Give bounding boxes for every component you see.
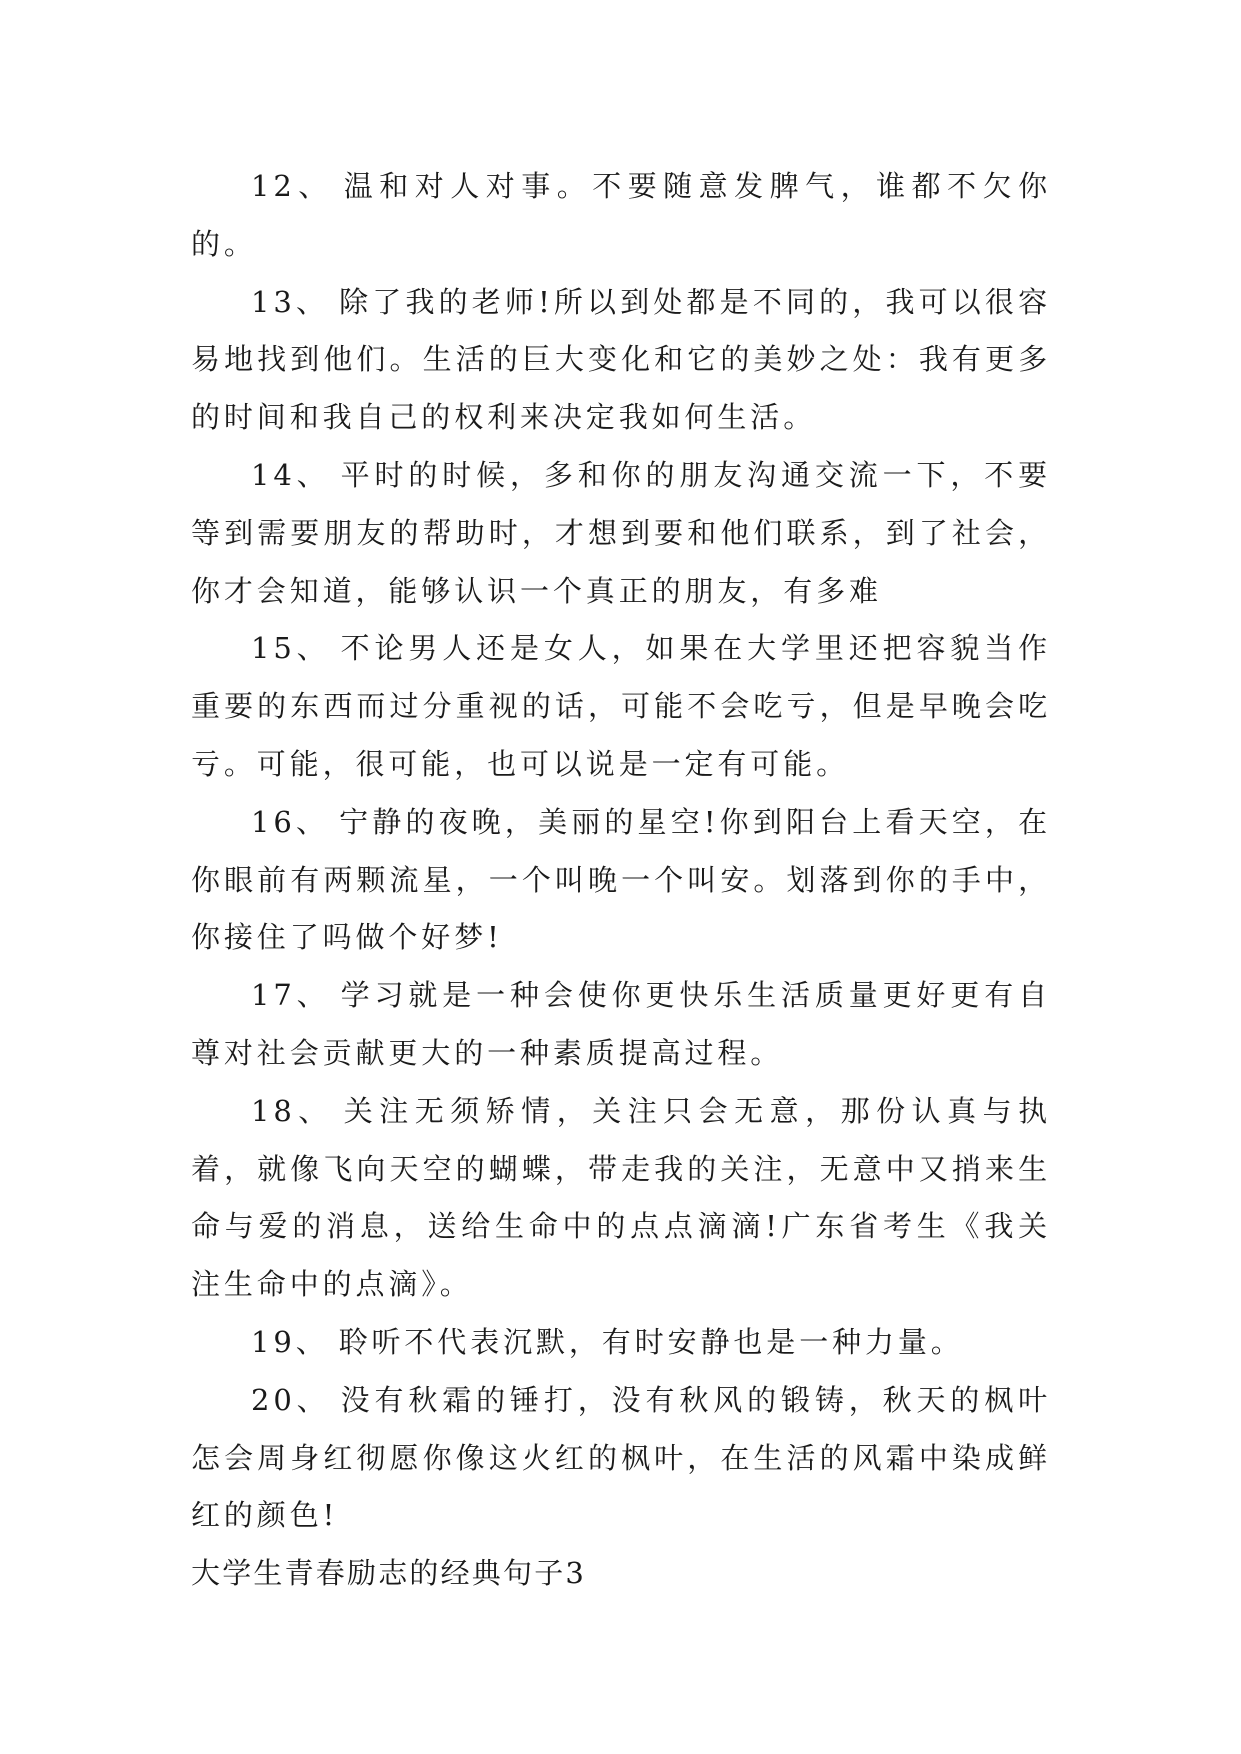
list-item-20 (191, 1372, 1051, 1545)
item-number: 20、 (251, 1382, 331, 1417)
item-number: 18、 (251, 1093, 334, 1128)
list-item-19 (191, 1314, 1051, 1372)
item-text: 温和对人对事。不要随意发脾气，谁都不欠你的。 (191, 169, 1051, 261)
list-item-13 (191, 274, 1051, 447)
list-item-16 (191, 794, 1051, 967)
item-number: 14、 (251, 457, 331, 492)
item-text: 不论男人还是女人，如果在大学里还把容貌当作重要的东西而过分重视的话，可能不会吃亏，但是早晚会吃亏。可能，很可能，也可以说是一定有可能。 (191, 631, 1051, 781)
document-page (191, 158, 1051, 1603)
item-number: 12、 (251, 169, 334, 203)
list-item-17 (191, 967, 1051, 1083)
item-number: 19、 (251, 1324, 329, 1359)
item-text: 学习就是一种会使你更快乐生活质量更好更有自尊对社会贡献更大的一种素质提高过程。 (191, 978, 1051, 1070)
item-number: 16、 (251, 804, 330, 839)
item-text: 宁静的夜晚，美丽的星空!你到阳台上看天空，在你眼前有两颗流星，一个叫晚一个叫安。划落到你的手中，你接住了吗做个好梦! (191, 804, 1051, 955)
list-item-14 (191, 447, 1051, 620)
item-text: 关注无须矫情，关注只会无意，那份认真与执着，就像飞向天空的蝴蝶，带走我的关注，无意中又捎来生命与爱的消息，送给生命中的点点滴滴!广东省考生《我关注生命中的点滴》。 (191, 1093, 1051, 1302)
section-heading: 大学生青春励志的经典句子3 (191, 1556, 587, 1591)
item-number: 13、 (251, 284, 330, 319)
item-text: 没有秋霜的锤打，没有秋风的锻铸，秋天的枫叶怎会周身红彻愿你像这火红的枫叶，在生活的风霜中染成鲜红的颜色! (191, 1382, 1051, 1533)
item-text: 聆听不代表沉默，有时安静也是一种力量。 (338, 1324, 964, 1359)
item-number: 17、 (251, 978, 331, 1013)
item-text: 除了我的老师!所以到处都是不同的，我可以很容易地找到他们。生活的巨大变化和它的美妙之处：我有更多的时间和我自己的权利来决定我如何生活。 (191, 284, 1051, 435)
list-item-18 (191, 1083, 1051, 1314)
item-number: 15、 (251, 631, 331, 666)
list-item-15 (191, 620, 1051, 793)
list-item-12 (191, 158, 1051, 274)
item-text: 平时的时候，多和你的朋友沟通交流一下，不要等到需要朋友的帮助时，才想到要和他们联系，到了社会，你才会知道，能够认识一个真正的朋友，有多难 (191, 457, 1051, 608)
